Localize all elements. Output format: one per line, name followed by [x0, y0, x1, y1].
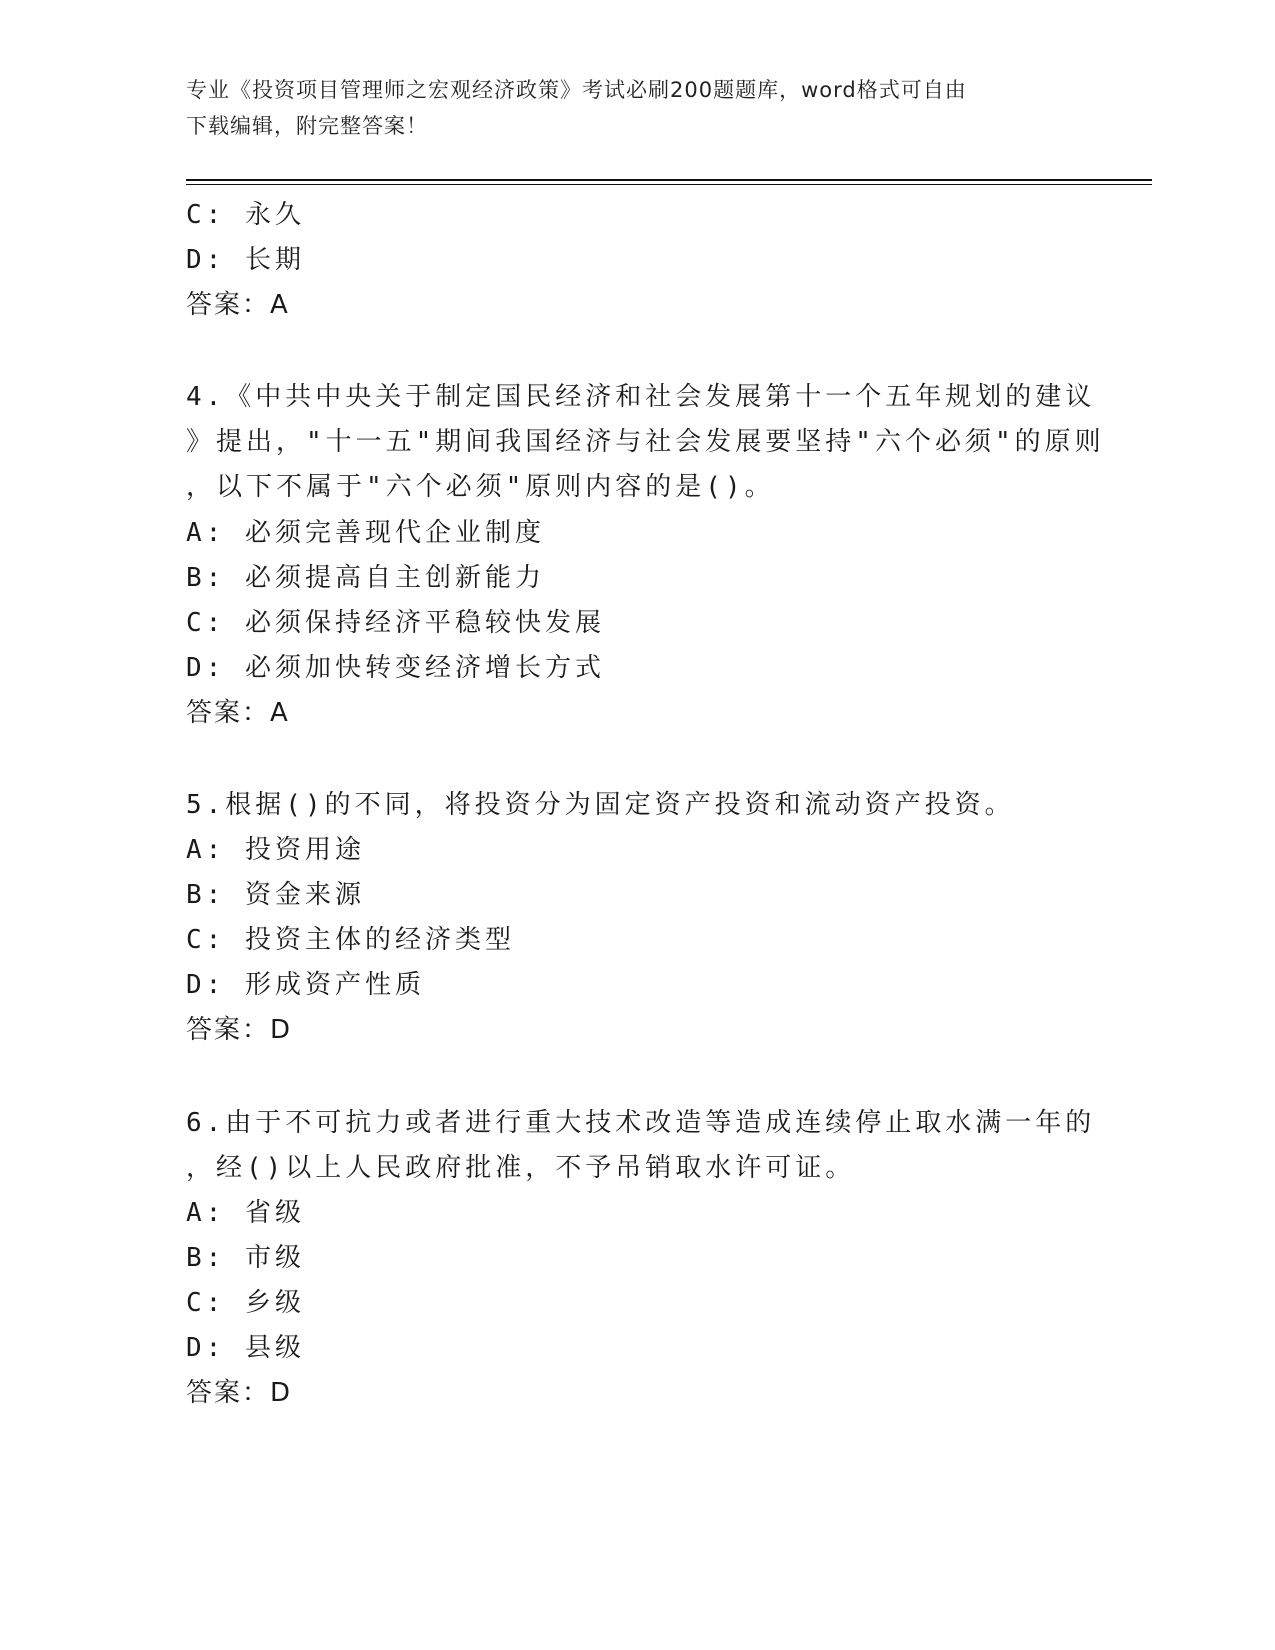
q3-option-c: C: 永久 [186, 200, 305, 230]
q4-stem-line-3: ，以下不属于"六个必须"原则内容的是()。 [186, 472, 775, 502]
q4-option-a: A: 必须完善现代企业制度 [186, 518, 545, 548]
q5-option-c: C: 投资主体的经济类型 [186, 925, 515, 955]
q6-answer: 答案：D [186, 1378, 293, 1408]
q6-option-d: D: 县级 [186, 1333, 305, 1363]
header-divider-thick [186, 179, 1152, 181]
q3-option-d: D: 长期 [186, 245, 305, 275]
q4-option-c: C: 必须保持经济平稳较快发展 [186, 608, 605, 638]
q4-stem-line-1: 4.《中共中央关于制定国民经济和社会发展第十一个五年规划的建议 [186, 382, 1096, 412]
header-line-2: 下载编辑，附完整答案！ [186, 114, 428, 138]
q6-stem-line-2: ，经()以上人民政府批准，不予吊销取水许可证。 [186, 1153, 856, 1183]
q5-option-d: D: 形成资产性质 [186, 970, 425, 1000]
header-divider-thin [186, 184, 1152, 185]
q4-option-b: B: 必须提高自主创新能力 [186, 563, 545, 593]
q6-option-a: A: 省级 [186, 1198, 305, 1228]
q4-option-d: D: 必须加快转变经济增长方式 [186, 653, 605, 683]
q5-option-b: B: 资金来源 [186, 880, 365, 910]
q6-stem-line-1: 6.由于不可抗力或者进行重大技术改造等造成连续停止取水满一年的 [186, 1108, 1096, 1138]
q6-option-b: B: 市级 [186, 1243, 305, 1273]
document-header [186, 72, 1086, 144]
q3-answer: 答案：A [186, 290, 290, 320]
q4-stem-line-2: 》提出，"十一五"期间我国经济与社会发展要坚持"六个必须"的原则 [186, 427, 1105, 457]
q5-stem-line-1: 5.根据()的不同，将投资分为固定资产投资和流动资产投资。 [186, 790, 1015, 820]
q5-answer: 答案：D [186, 1015, 293, 1045]
header-line-1: 专业《投资项目管理师之宏观经济政策》考试必刷200题题库，word格式可自由 [186, 78, 967, 102]
q6-option-c: C: 乡级 [186, 1288, 305, 1318]
q5-option-a: A: 投资用途 [186, 835, 365, 865]
q4-answer: 答案：A [186, 698, 290, 728]
